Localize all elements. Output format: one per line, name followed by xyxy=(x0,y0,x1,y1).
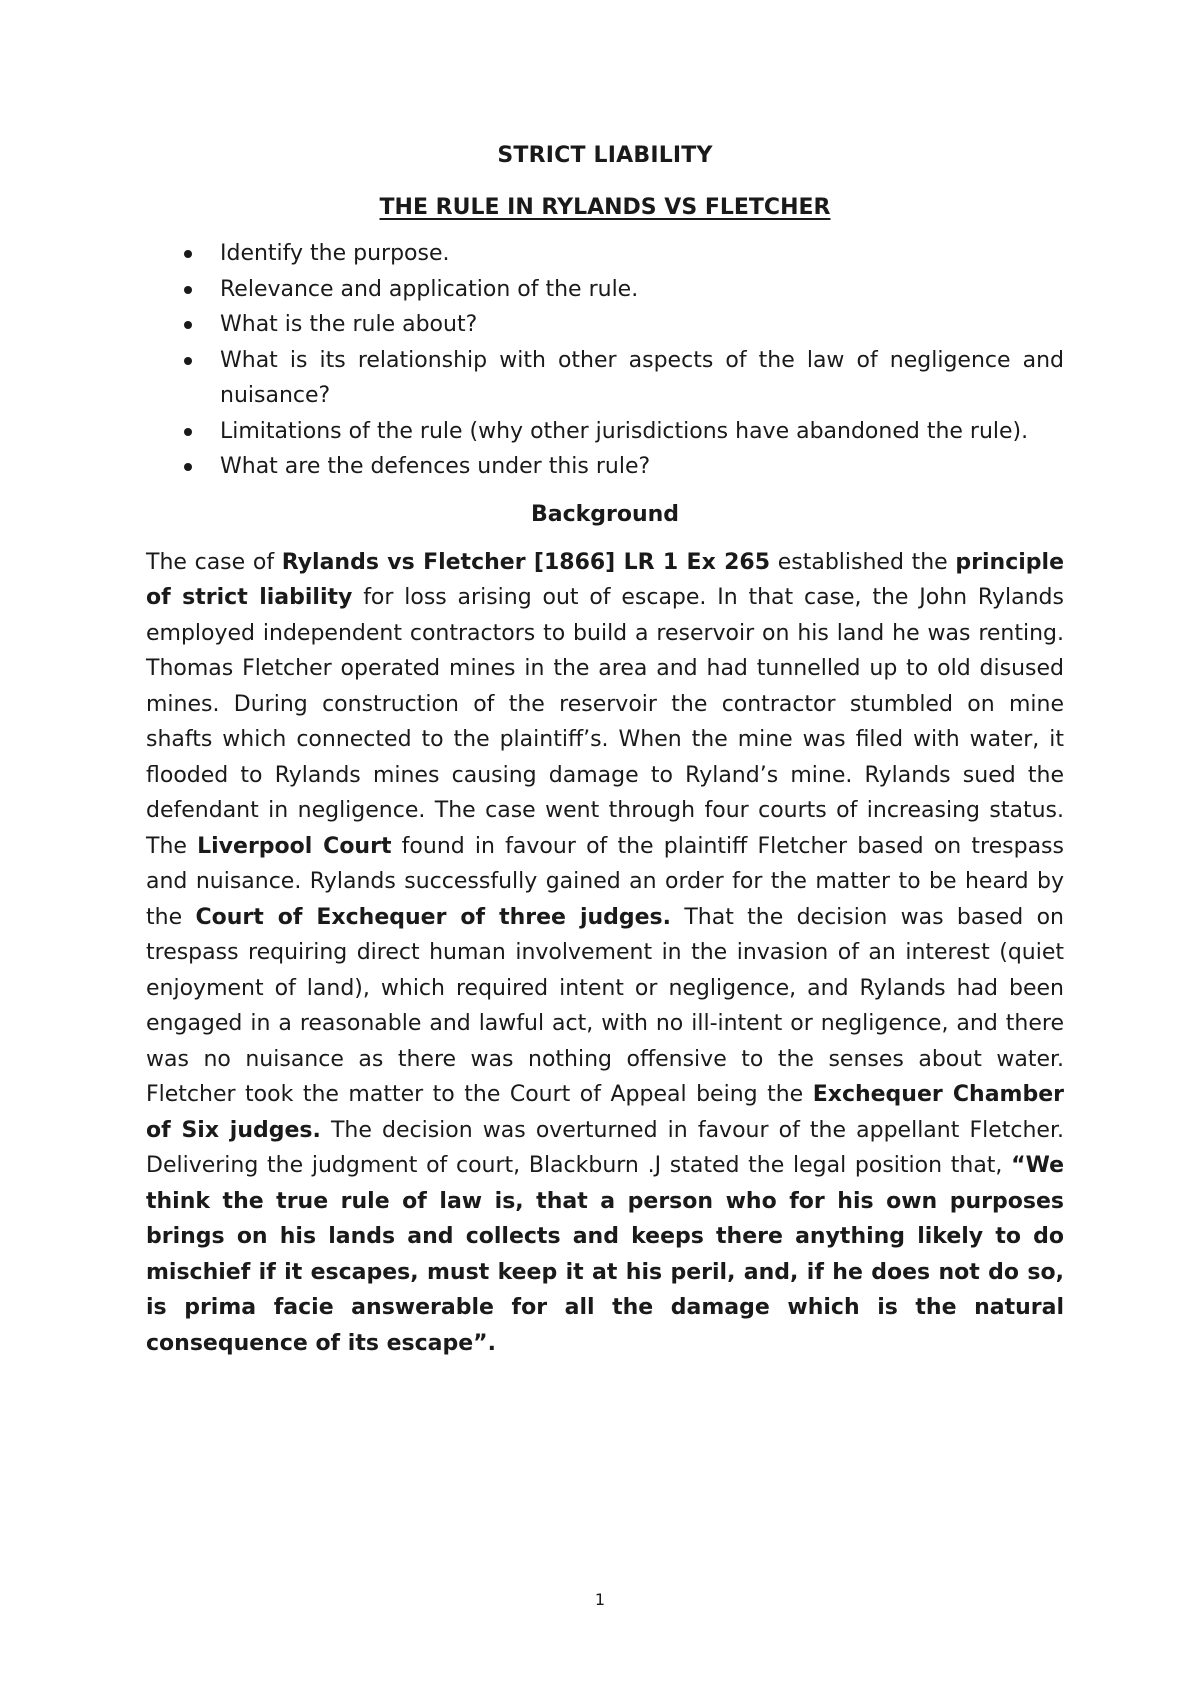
list-item xyxy=(146,307,1064,343)
list-item-text: What is its relationship with other aspects of the law of negligence and nuisance? xyxy=(220,347,1064,408)
list-item-text: Identify the purpose. xyxy=(220,241,450,266)
background-paragraph xyxy=(146,545,1064,1362)
court-name-exchequer-chamber: Exchequer Chamber of Six judges. xyxy=(146,1082,1065,1143)
bullet-list xyxy=(146,236,1064,485)
list-item xyxy=(146,272,1064,308)
page-number: 1 xyxy=(594,1590,606,1609)
list-item xyxy=(146,414,1064,450)
bullet-icon xyxy=(184,357,192,365)
principle-term: principle of strict liability xyxy=(146,549,1064,610)
page-content xyxy=(146,140,1064,1361)
bullet-icon xyxy=(184,321,192,329)
court-name-liverpool: Liverpool Court xyxy=(197,833,392,859)
paragraph-text: found in favour of the plaintiff Fletcher based on trespass and nuisance. Rylands successfully gained an order for the matter to be heard by the xyxy=(146,833,1064,930)
bullet-icon xyxy=(184,286,192,294)
bullet-icon xyxy=(184,463,192,471)
list-item-text: Relevance and application of the rule. xyxy=(220,276,639,302)
document-title: STRICT LIABILITY xyxy=(497,143,713,168)
bullet-icon xyxy=(184,428,192,436)
blackburn-quote: “We think the true rule of law is, that a person who for his own purposes brings on his lands and collects and keeps there anything likely to do mischief if it escapes, must keep it at his peril, and, if he does not do so, is prima facie answerable for all the damage which is the natural consequence of its escape”. xyxy=(146,1153,1064,1356)
list-item xyxy=(146,449,1064,485)
case-citation: Rylands vs Fletcher [1866] LR 1 Ex 265 xyxy=(281,549,771,575)
list-item-text: What is the rule about? xyxy=(220,312,478,337)
list-item-text: What are the defences under this rule? xyxy=(220,454,651,479)
list-item-text: Limitations of the rule (why other jurisdictions have abandoned the rule). xyxy=(220,418,1029,444)
paragraph-text: The case of xyxy=(146,549,282,575)
court-name-exchequer: Court of Exchequer of three judges. xyxy=(195,904,672,930)
paragraph-text: established the xyxy=(770,549,956,575)
section-heading-background: Background xyxy=(530,501,680,527)
paragraph-text: for loss arising out of escape. In that case, the John Rylands employed independent contractors to build a reservoir on his land he was renting. Thomas Fletcher operated mines in the area and had tunnelled up to old disused mines. During construction of the reservoir the contractor stumbled on mine shafts which connected to the plaintiff’s. When the mine was filed with water, it flooded to Rylands mines causing damage to Ryland’s mine. Rylands sued the defendant in negligence. The case went through four courts of increasing status. The xyxy=(146,585,1064,859)
list-item xyxy=(146,236,1064,272)
document-subtitle: THE RULE IN RYLANDS VS FLETCHER xyxy=(379,195,831,220)
paragraph-text: That the decision was based on trespass requiring direct human involvement in the invasion of an interest (quiet enjoyment of land), which required intent or negligence, and Rylands had been engaged in a reasonable and lawful act, with no ill-intent or negligence, and there was no nuisance as there was nothing offensive to the senses about water. Fletcher took the matter to the Court of Appeal being the xyxy=(146,904,1064,1107)
paragraph-text: The decision was overturned in favour of the appellant Fletcher. Delivering the judgment of court, Blackburn .J stated the legal position that, xyxy=(146,1117,1064,1178)
bullet-icon xyxy=(184,250,192,258)
list-item xyxy=(146,343,1064,414)
